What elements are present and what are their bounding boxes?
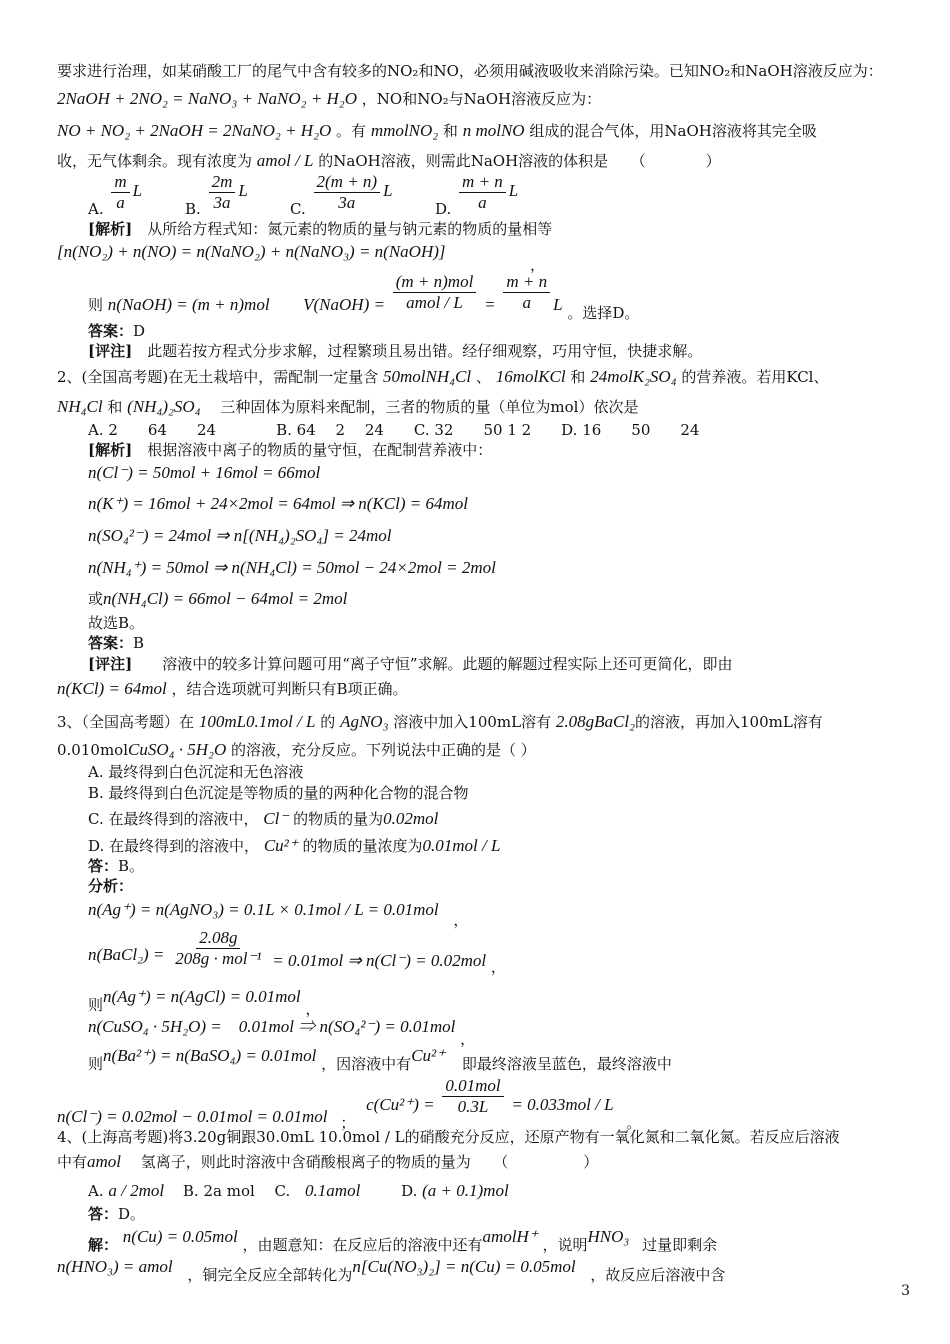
math: 50molNH₄Cl <box>383 367 472 386</box>
text: 三种固体为原料来配制，三者的物质的量（单位为mol）依次是 <box>205 398 639 416</box>
analysis-text: 从所给方程式知：氮元素的物质的量与钠元素的物质的量相等 <box>132 220 553 238</box>
math: 0.02mol <box>383 809 439 828</box>
fraction <box>442 1076 503 1116</box>
math: 16molKCl <box>495 367 566 386</box>
q1-conclusion <box>88 272 640 323</box>
q4-solution-line-1 <box>88 1226 718 1254</box>
frac-den: 3a <box>213 192 231 212</box>
q1-analysis <box>88 220 552 239</box>
q2-line-2 <box>57 396 638 417</box>
text: 或 <box>88 590 104 608</box>
equation: n(KCl) = 64mol <box>57 679 167 698</box>
text: ，由题意知：在反应后的溶液中还有 <box>242 1236 483 1254</box>
text: 则 <box>88 296 104 315</box>
frac-num: m + n <box>459 172 506 193</box>
q3-analysis-label: 分析： <box>88 877 134 895</box>
q1-option-c-fraction <box>314 172 381 212</box>
q1-math: n molNO <box>462 121 525 140</box>
q1-equation-1-tail: ，NO和NO₂与NaOH溶液反应为： <box>361 90 602 108</box>
q3-eq-2-line <box>88 928 506 977</box>
q3-answer <box>88 857 144 876</box>
q2-equation-5-line <box>88 588 347 609</box>
frac-den: 0.3L <box>457 1096 489 1116</box>
comment-text: 溶液中的较多计算问题可用“离子守恒”求解。此题的解题过程实际上还可更简化，即由 <box>132 655 733 673</box>
analysis-label: [解析] <box>88 220 133 238</box>
q2-equation-2: n(K⁺) = 16mol + 24×2mol = 64mol ⇒ n(KCl) = 64mol <box>88 494 468 513</box>
q1-text: 的NaOH溶液，则需此NaOH溶液的体积是 （ ） <box>318 152 721 170</box>
frac-num: m <box>111 172 129 193</box>
text: 的溶液，再加入100mL溶有 <box>635 713 823 731</box>
q1-option-b <box>185 172 248 219</box>
text: 的溶液，充分反应。下列说法中正确的是（ ） <box>231 741 536 759</box>
option-letter: C. <box>290 200 306 219</box>
text: 即最终溶液呈蓝色，最终溶液中 <box>461 1055 672 1073</box>
text: B. 2a mol C. <box>182 1182 291 1200</box>
q1-option-a <box>88 172 143 219</box>
comma: ， <box>453 911 469 929</box>
q1-text: 和 <box>442 122 458 140</box>
q1-text: 收，无气体剩余。现有浓度为 <box>57 152 253 170</box>
semicolon: ； <box>340 1114 356 1133</box>
text: 3、（全国高考题）在 <box>57 713 195 731</box>
fraction <box>172 928 264 968</box>
answer-label: 答： <box>88 857 119 875</box>
period: 。 <box>626 1114 642 1133</box>
q3-line-1 <box>57 711 823 732</box>
text: 和 <box>107 398 123 416</box>
text: 的 <box>320 713 336 731</box>
equals: = <box>484 295 496 315</box>
frac-den: a <box>478 192 487 212</box>
answer-label: 答案： <box>88 322 134 340</box>
frac-num: 0.01mol <box>442 1076 503 1097</box>
q1-answer <box>88 322 145 341</box>
q3-option-c <box>88 808 438 829</box>
text: 、 <box>475 368 491 386</box>
text: 2、(全国高考题)在无土栽培中，需配制一定量含 <box>57 368 379 386</box>
math: 24molK₂SO₄ <box>590 367 677 386</box>
text: 中有 <box>57 1153 88 1171</box>
equation: n(HNO₃) = amol <box>57 1257 173 1276</box>
q3-eq-5-line <box>88 1045 672 1073</box>
math: Cu²⁺ <box>411 1046 446 1065</box>
q2-line-1 <box>57 366 829 387</box>
q4-line-2 <box>57 1151 598 1172</box>
fraction <box>393 272 477 312</box>
q1-option-a-fraction <box>111 172 129 212</box>
text: ，故反应后溶液中含 <box>590 1266 726 1284</box>
q1-equation-1: 2NaOH + 2NO₂ = NaNO₃ + NaNO₂ + H₂O <box>57 89 357 108</box>
frac-num: 2.08g <box>196 928 240 949</box>
option-letter: D. <box>401 1182 418 1200</box>
math: amol <box>87 1152 122 1171</box>
equation: n(NH₄Cl) = 66mol − 64mol = 2mol <box>103 589 348 608</box>
q2-choice: 故选B。 <box>88 614 145 632</box>
equation: n(Ag⁺) = n(AgCl) = 0.01mol <box>103 987 301 1006</box>
frac-num: 2m <box>209 172 236 193</box>
option-letter: B. <box>185 200 201 219</box>
answer-value: D <box>133 322 146 340</box>
text: 过量即剩余 <box>642 1236 718 1254</box>
equation: n[Cu(NO₃)₂] = n(Cu) = 0.05mol <box>352 1257 576 1276</box>
frac-den: 208g · mol⁻¹ <box>175 948 262 968</box>
q1-option-c <box>290 172 393 219</box>
q2-equation-3: n(SO₄²⁻) = 24mol ⇒ n[(NH₄)₂SO₄] = 24mol <box>88 526 392 545</box>
solution-label: 解： <box>88 1236 119 1254</box>
text: 则 <box>88 1055 104 1073</box>
q1-analysis-equation <box>57 241 446 262</box>
q1-comment <box>88 342 702 361</box>
option-letter: A. <box>88 1182 104 1200</box>
text: 的物质的量为 <box>293 810 384 828</box>
q1-option-b-fraction <box>209 172 236 212</box>
q4-line-1: 4、(上海高考题)将3.20g铜跟30.0mL 10.0mol / L的硝酸充分反应，还原产物有一氧化氮和二氧化氮。若反应后溶液 <box>57 1128 840 1146</box>
equation: n(CuSO₄ · 5H₂O) = 0.01mol ⇒ n(SO₄²⁻) = 0.01mol <box>88 1017 456 1036</box>
q1-line-4 <box>57 150 721 171</box>
q2-comment-line-2 <box>57 678 408 699</box>
q1-equation-1-line <box>57 88 601 109</box>
text: 溶液中加入100mL溶有 <box>393 713 552 731</box>
answer-value: D。 <box>118 1205 146 1223</box>
q1-option-d <box>435 172 519 219</box>
q3-option-d <box>88 835 500 856</box>
equation: = 0.01mol ⇒ n(Cl⁻) = 0.02mol <box>272 951 487 971</box>
q1-equation-2-line <box>57 120 817 141</box>
equation: n(Ag⁺) = n(AgNO₃) = 0.1L × 0.1mol / L = 0.01mol <box>88 900 439 919</box>
q3-eq-1-line <box>88 899 469 929</box>
math: HNO₃ <box>587 1227 630 1246</box>
text: ，因溶液中有 <box>321 1055 412 1073</box>
unit: L <box>383 181 393 201</box>
equation: n(Ba²⁺) = n(BaSO₄) = 0.01mol <box>103 1046 317 1065</box>
text: D. 在最终得到的溶液中， <box>88 837 260 855</box>
math: NH₄Cl <box>57 397 103 416</box>
comment-label: [评注] <box>88 342 133 360</box>
math: 2.08gBaCl₂ <box>555 712 635 731</box>
answer-value: B。 <box>118 857 145 875</box>
equation: = 0.033mol / L <box>511 1095 614 1115</box>
q4-options <box>88 1180 509 1201</box>
math: Cu²⁺ <box>263 836 298 855</box>
equation: n(BaCl₂) = <box>88 945 165 965</box>
fraction <box>503 272 550 312</box>
comment-text: 此题若按方程式分步求解，过程繁琐且易出错。经仔细观察，巧用守恒，快捷求解。 <box>132 342 703 360</box>
equation: c(Cu²⁺) = <box>366 1095 435 1115</box>
q3-eq-6-line <box>57 1076 642 1133</box>
text: 的物质的量浓度为 <box>302 837 423 855</box>
comma: ， <box>305 1000 321 1018</box>
q2-answer <box>88 634 144 653</box>
math: (a + 0.1)mol <box>422 1181 509 1200</box>
option-letter: D. <box>435 200 452 219</box>
math: AgNO₃ <box>340 712 389 731</box>
q1-text: 。有 <box>336 122 367 140</box>
q1-math: mmolNO₂ <box>370 121 439 140</box>
comma: ， <box>530 256 546 274</box>
text: ，说明 <box>542 1236 588 1254</box>
comma: ， <box>490 958 506 977</box>
equation: n(Cu) = 0.05mol <box>122 1227 238 1246</box>
answer-label: 答： <box>88 1205 119 1223</box>
equation: V(NaOH) = <box>303 295 385 315</box>
text: C. 在最终得到的溶液中， <box>88 810 259 828</box>
frac-den: a <box>522 292 531 312</box>
q2-analysis <box>88 441 492 460</box>
q1-equation-2: NO + NO₂ + 2NaOH = 2NaNO₂ + H₂O <box>57 121 332 140</box>
math: amolH⁺ <box>482 1227 538 1246</box>
q3-line-2 <box>57 739 536 760</box>
q3-option-b: B. 最终得到白色沉淀是等物质的量的两种化合物的混合物 <box>88 784 469 802</box>
equation: n(NaOH) = (m + n)mol <box>107 295 270 315</box>
math: 0.1amol <box>305 1181 361 1200</box>
math: 0.01mol / L <box>422 836 501 855</box>
comment-label: [评注] <box>88 655 133 673</box>
q3-eq-4-line <box>88 1016 476 1048</box>
unit: L <box>132 181 143 201</box>
q3-eq-3-line <box>88 986 321 1018</box>
frac-den: amol / L <box>406 292 463 312</box>
math: 100mL0.1mol / L <box>198 712 316 731</box>
unit: L <box>553 295 563 315</box>
frac-num: 2(m + n) <box>314 172 381 193</box>
answer-value: B <box>133 634 145 652</box>
q1-option-d-fraction <box>459 172 506 212</box>
math: CuSO₄ · 5H₂O <box>128 740 227 759</box>
unit: L <box>508 181 519 201</box>
text: 和 <box>570 368 586 386</box>
analysis-text: 根据溶液中离子的物质的量守恒，在配制营养液中： <box>132 441 493 459</box>
q2-options: A. 2 64 24 B. 64 2 24 C. 32 50 1 2 D. 16 50 24 <box>88 421 700 439</box>
unit: L <box>238 181 248 201</box>
page-number: 3 <box>901 1283 910 1299</box>
answer-label: 答案： <box>88 634 134 652</box>
text: ，结合选项就可判断只有B项正确。 <box>171 680 408 698</box>
q4-answer <box>88 1205 145 1224</box>
equation: n(Cl⁻) = 0.02mol − 0.01mol = 0.01mol <box>57 1107 328 1127</box>
option-letter: A. <box>88 200 104 219</box>
analysis-label: [解析] <box>88 441 133 459</box>
text: 的营养液。若用KCl、 <box>681 368 829 386</box>
frac-den: a <box>116 192 125 212</box>
q3-option-a: A. 最终得到白色沉淀和无色溶液 <box>88 763 304 781</box>
q2-equation-1: n(Cl⁻) = 50mol + 16mol = 66mol <box>88 463 321 482</box>
comma: ， <box>460 1030 476 1048</box>
frac-num: m + n <box>503 272 550 293</box>
q4-solution-line-2 <box>57 1256 726 1284</box>
math: a / 2mol <box>108 1181 165 1200</box>
text: 0.010mol <box>57 741 128 759</box>
frac-den: 3a <box>338 192 356 212</box>
text: 。选择D。 <box>567 304 640 323</box>
q1-math: amol / L <box>256 151 314 170</box>
equation: [n(NO₂) + n(NO) = n(NaNO₂) + n(NaNO₃) = n(NaOH)] <box>57 242 446 261</box>
text: 氢离子，则此时溶液中含硝酸根离子的物质的量为 （ ） <box>125 1153 599 1171</box>
q2-comment <box>88 655 733 674</box>
frac-num: (m + n)mol <box>393 272 477 293</box>
q1-text: 组成的混合气体，用NaOH溶液将其完全吸 <box>529 122 817 140</box>
text: 则 <box>88 996 104 1014</box>
q1-line-1: 要求进行治理，如某硝酸工厂的尾气中含有较多的NO₂和NO，必须用碱液吸收来消除污染。已知NO₂和NaOH溶液反应为： <box>57 62 883 80</box>
text: ，铜完全反应全部转化为 <box>187 1266 353 1284</box>
math: Cl⁻ <box>263 809 289 828</box>
math: (NH₄)₂SO₄ <box>127 397 201 416</box>
q2-equation-4: n(NH₄⁺) = 50mol ⇒ n(NH₄Cl) = 50mol − 24×2mol = 2mol <box>88 558 496 577</box>
